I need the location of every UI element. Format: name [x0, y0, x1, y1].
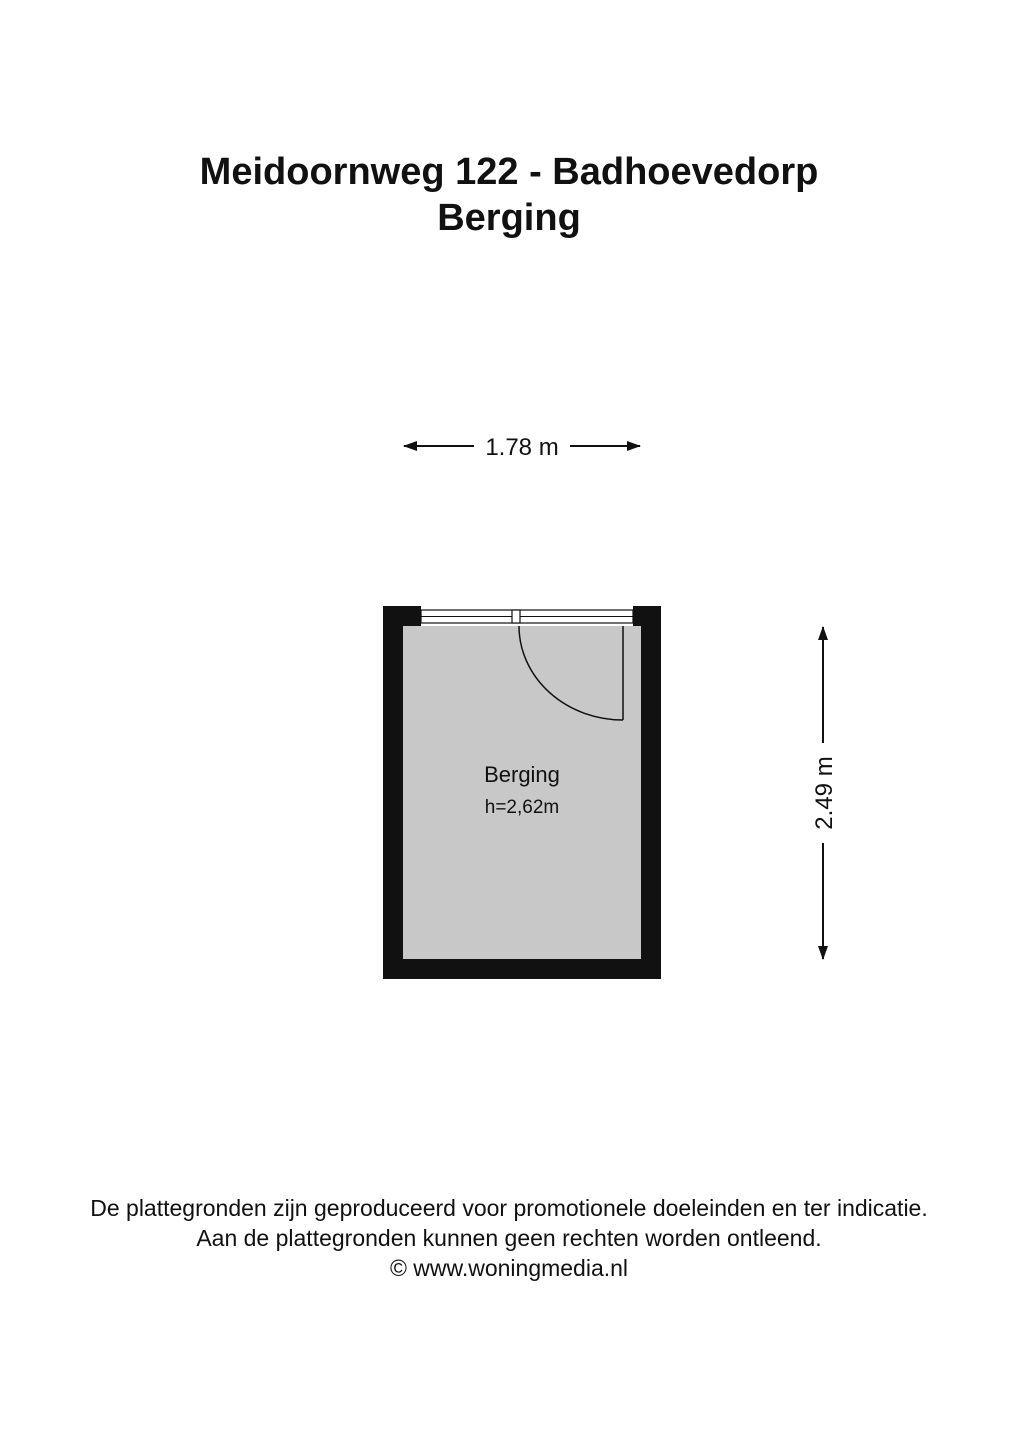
wall-top-left-stub [383, 606, 421, 626]
width-dimension [404, 434, 640, 461]
width-dimension-label: 1.78 m [485, 434, 559, 461]
page-subtitle: Berging [437, 197, 581, 239]
room-ceiling-height: h=2,62m [484, 797, 560, 818]
wall-bottom [383, 959, 661, 979]
window [421, 610, 633, 623]
room-floor [403, 626, 641, 959]
disclaimer-line-2: Aan de plattegronden kunnen geen rechten worden ontleend. [196, 1225, 822, 1251]
wall-right [641, 606, 661, 979]
window-mullion [512, 610, 520, 623]
height-dimension [811, 627, 838, 959]
wall-top-right-stub [633, 606, 661, 626]
height-dimension-label: 2.49 m [811, 756, 838, 830]
disclaimer-line-1: De plattegronden zijn geproduceerd voor promotionele doeleinden en ter indicatie. [90, 1195, 928, 1221]
room-name: Berging [484, 762, 560, 787]
wall-left [383, 606, 403, 979]
page-title: Meidoornweg 122 - Badhoevedorp [199, 151, 819, 193]
copyright-line: © www.woningmedia.nl [389, 1255, 629, 1281]
